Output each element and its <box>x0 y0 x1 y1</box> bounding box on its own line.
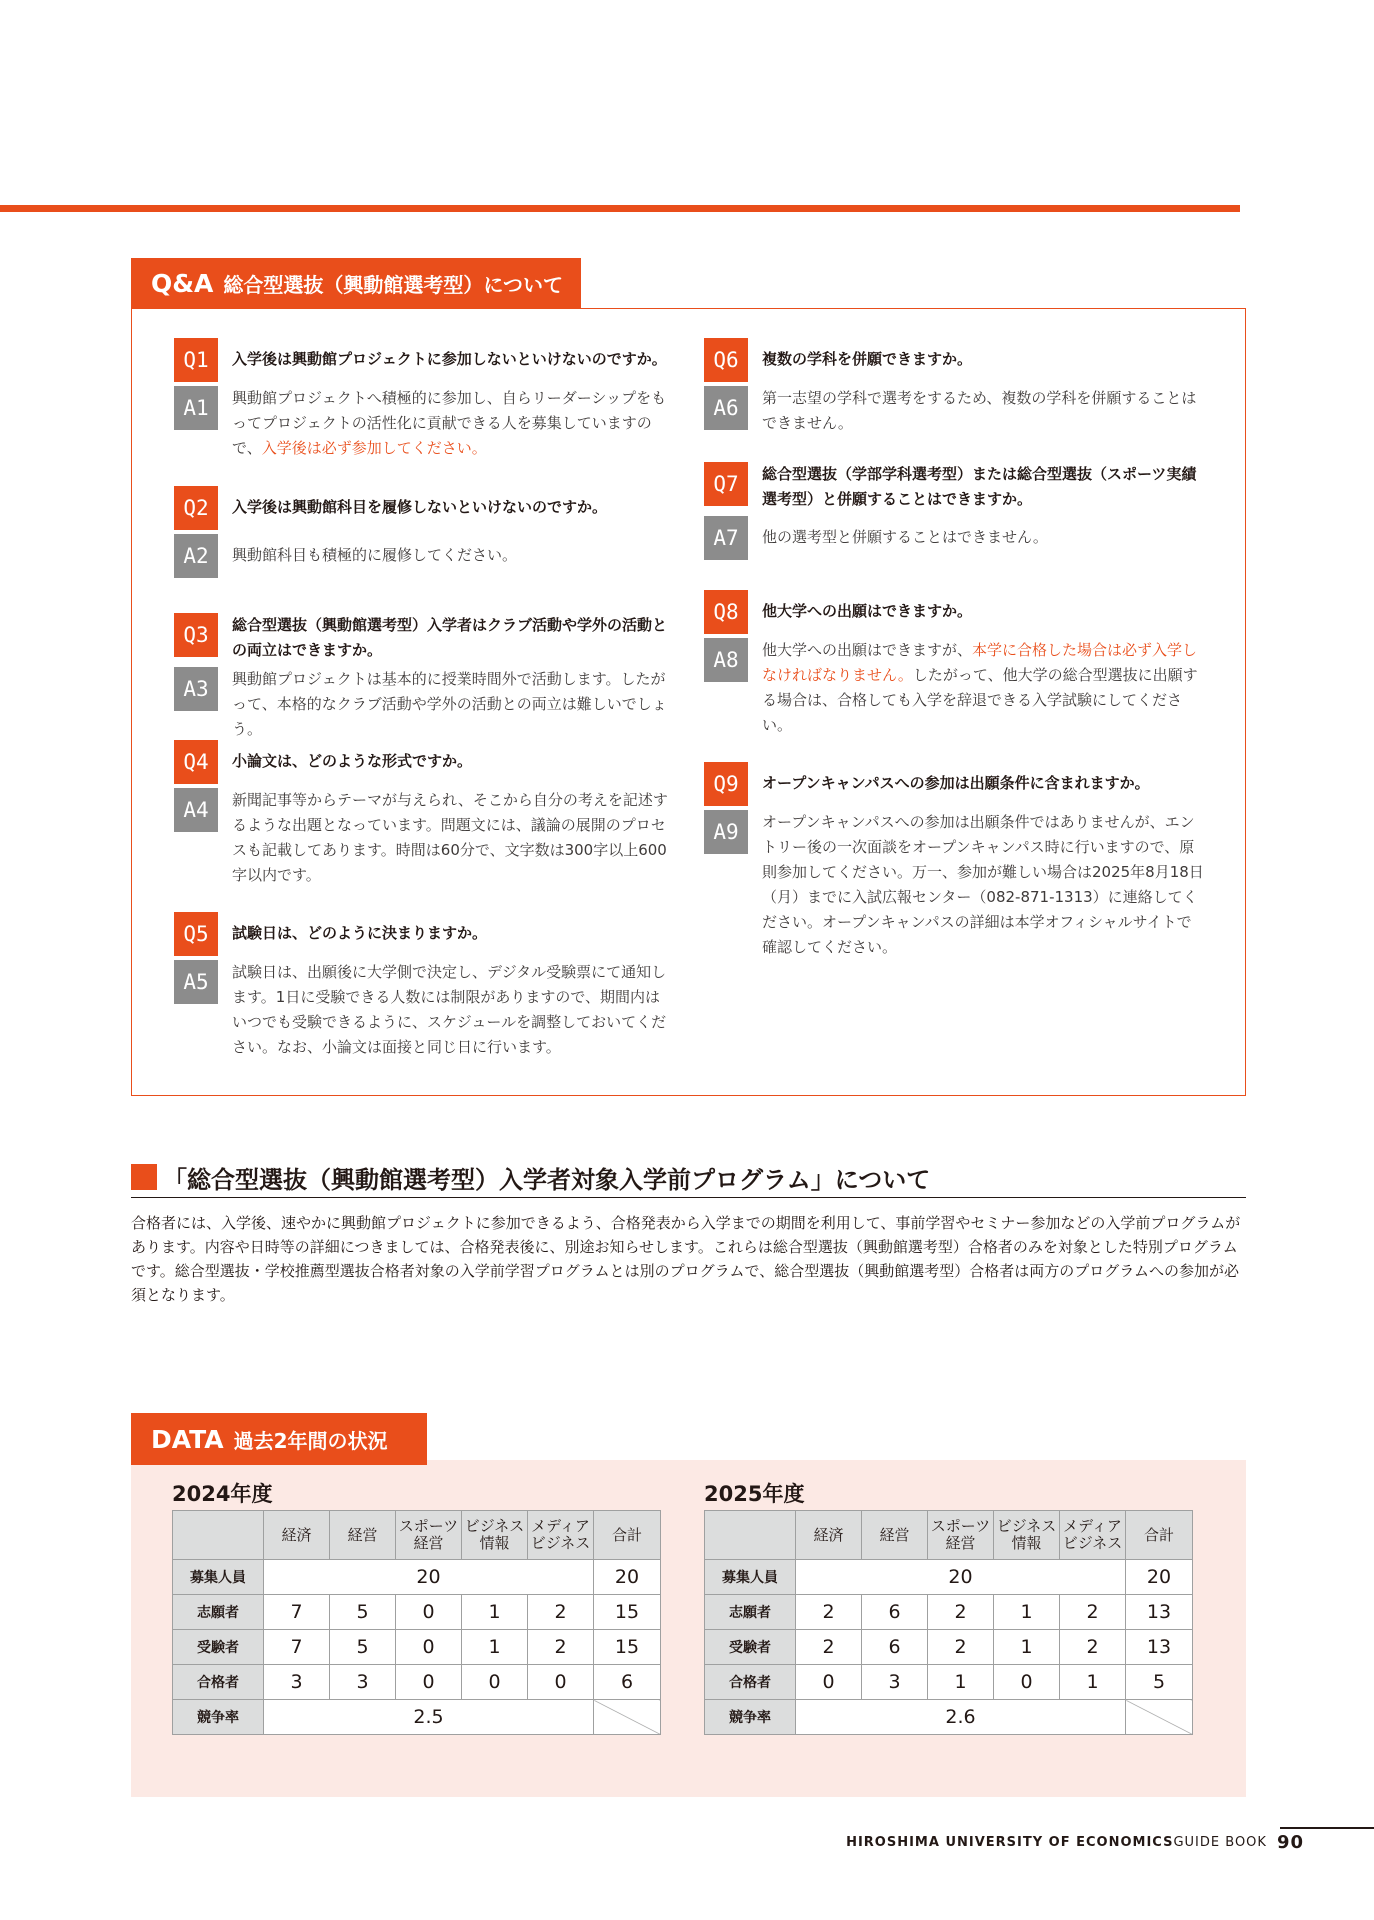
table-cell: 1 <box>994 1595 1060 1630</box>
recruit-total: 20 <box>594 1560 661 1595</box>
table-cell: 0 <box>994 1665 1060 1700</box>
table-cell: 15 <box>594 1595 661 1630</box>
question-text: 他大学への出願はできますか。 <box>762 602 973 620</box>
table-cell: 0 <box>396 1595 462 1630</box>
row-label: 募集人員 <box>173 1560 264 1595</box>
table-cell: 2 <box>796 1595 862 1630</box>
top-accent-bar <box>0 205 1240 212</box>
q-label: Q1 <box>174 338 218 382</box>
qa-section-tab <box>131 258 581 308</box>
table-cell: 1 <box>928 1665 994 1700</box>
a-label: A4 <box>174 788 218 832</box>
recruit-value: 20 <box>796 1560 1126 1595</box>
recruit-total: 20 <box>1126 1560 1193 1595</box>
answer-text: 興動館プロジェクトは基本的に授業時間外で活動します。したがって、本格的なクラブ活動や学外の活動との両立は難しいでしょう。 <box>232 670 667 738</box>
column-header: スポーツ 経営 <box>928 1511 994 1560</box>
question-text: 入学後は興動館科目を履修しないといけないのですか。 <box>232 498 608 516</box>
q-label: Q9 <box>704 762 748 806</box>
qa-item-8 <box>704 590 1204 738</box>
a-label: A7 <box>704 516 748 560</box>
qa-item-7 <box>704 462 1204 560</box>
qa-item-5 <box>174 912 674 1060</box>
a-label: A6 <box>704 386 748 430</box>
answer-emphasis: 本学に合格した場合は必ず入学しなければなりません。 <box>762 641 1198 684</box>
table-cell: 1 <box>462 1630 528 1665</box>
recruit-value: 20 <box>264 1560 594 1595</box>
column-header: 経済 <box>264 1511 330 1560</box>
footer-guide: GUIDE BOOK <box>1173 1835 1267 1850</box>
q-label: Q8 <box>704 590 748 634</box>
a-label: A2 <box>174 534 218 578</box>
q-label: Q6 <box>704 338 748 382</box>
table-cell: 3 <box>264 1665 330 1700</box>
table-cell: 7 <box>264 1595 330 1630</box>
question-text: 総合型選抜（学部学科選考型）または総合型選抜（スポーツ実績選考型）と併願することはできますか。 <box>762 465 1197 508</box>
qa-item-2 <box>174 486 674 578</box>
table-cell: 5 <box>330 1630 396 1665</box>
table-cell: 6 <box>862 1595 928 1630</box>
qa-tab-subtitle: 総合型選抜（興動館選考型）について <box>223 272 564 297</box>
table-cell: 6 <box>862 1630 928 1665</box>
question-text: 総合型選抜（興動館選考型）入学者はクラブ活動や学外の活動との両立はできますか。 <box>232 616 668 659</box>
column-header: メディア ビジネス <box>528 1511 594 1560</box>
column-header: ビジネス 情報 <box>462 1511 528 1560</box>
table-cell: 2 <box>1060 1595 1126 1630</box>
answer-text: 試験日は、出願後に大学側で決定し、デジタル受験票にて通知します。1日に受験できる人数には制限がありますので、期間内はいつでも受験できるように、スケジュールを調整しておいてください。なお、小論文は面接と同じ日に行います。 <box>232 963 667 1056</box>
a-label: A8 <box>704 638 748 682</box>
table-cell: 5 <box>1126 1665 1193 1700</box>
qa-item-6 <box>704 338 1204 436</box>
row-label: 志願者 <box>705 1595 796 1630</box>
table-cell: 0 <box>796 1665 862 1700</box>
q-label: Q5 <box>174 912 218 956</box>
row-label: 志願者 <box>173 1595 264 1630</box>
question-text: 試験日は、どのように決まりますか。 <box>232 924 488 942</box>
page-number: 90 <box>1276 1832 1304 1853</box>
table-cell: 2 <box>528 1595 594 1630</box>
table-cell: 13 <box>1126 1595 1193 1630</box>
heading-square-icon <box>131 1164 157 1190</box>
column-header: 経営 <box>862 1511 928 1560</box>
stats-table-2024 <box>172 1510 661 1735</box>
table-cell: 7 <box>264 1630 330 1665</box>
column-header: 合計 <box>594 1511 661 1560</box>
q-label: Q3 <box>174 613 218 657</box>
table-cell: 1 <box>994 1630 1060 1665</box>
row-label: 競争率 <box>173 1700 264 1735</box>
table-cell: 13 <box>1126 1630 1193 1665</box>
answer-text: 興動館科目も積極的に履修してください。 <box>232 546 518 564</box>
footer <box>846 1832 1304 1853</box>
q-label: Q7 <box>704 462 748 506</box>
data-tab-subtitle: 過去2年間の状況 <box>233 1428 388 1453</box>
qa-item-4 <box>174 740 674 888</box>
table-cell: 15 <box>594 1630 661 1665</box>
footer-rule <box>1280 1827 1374 1829</box>
column-header: スポーツ 経営 <box>396 1511 462 1560</box>
column-header: メディア ビジネス <box>1060 1511 1126 1560</box>
row-label: 受験者 <box>173 1630 264 1665</box>
row-label: 合格者 <box>705 1665 796 1700</box>
a-label: A5 <box>174 960 218 1004</box>
answer-text: 新聞記事等からテーマが与えられ、そこから自分の考えを記述するような出題となっています。問題文には、議論の展開のプロセスも記載してあります。時間は60分で、文字数は300字以上600字以内です。 <box>232 791 668 884</box>
a-label: A9 <box>704 810 748 854</box>
answer-emphasis: 入学後は必ず参加してください。 <box>261 439 487 457</box>
column-header: 経営 <box>330 1511 396 1560</box>
column-header: 合計 <box>1126 1511 1193 1560</box>
header-corner-cell <box>705 1511 796 1560</box>
question-text: 小論文は、どのような形式ですか。 <box>232 752 473 770</box>
program-title: 「総合型選抜（興動館選考型）入学者対象入学前プログラム」について <box>163 1165 931 1194</box>
table-cell: 2 <box>1060 1630 1126 1665</box>
answer-text: 他大学への出願はできますが、本学に合格した場合は必ず入学しなければなりません。したがって、他大学の総合型選抜に出願する場合は、合格しても入学を辞退できる入学試験にしてください。 <box>762 641 1198 734</box>
question-text: 複数の学科を併願できますか。 <box>762 350 973 368</box>
ratio-value: 2.6 <box>796 1700 1126 1735</box>
year-label-2024: 2024年度 <box>172 1482 273 1506</box>
row-label: 受験者 <box>705 1630 796 1665</box>
data-section-tab <box>131 1413 427 1465</box>
q-label: Q2 <box>174 486 218 530</box>
question-text: 入学後は興動館プロジェクトに参加しないといけないのですか。 <box>232 350 667 368</box>
program-heading <box>131 1157 1246 1198</box>
qa-tab-title: Q&A <box>151 268 214 298</box>
diagonal-empty-cell <box>1126 1700 1193 1735</box>
table-cell: 0 <box>528 1665 594 1700</box>
diagonal-empty-cell <box>594 1700 661 1735</box>
table-cell: 0 <box>462 1665 528 1700</box>
answer-text: オープンキャンパスへの参加は出願条件ではありませんが、エントリー後の一次面談をオープンキャンパス時に行いますので、原則参加してください。万一、参加が難しい場合は2025年8月18日（月）までに入試広報センター（082-871-1313）に連絡してください。オープンキャンパスの詳細は本学オフィシャルサイトで確認してください。 <box>762 813 1204 956</box>
table-cell: 1 <box>462 1595 528 1630</box>
table-cell: 5 <box>330 1595 396 1630</box>
a-label: A3 <box>174 667 218 711</box>
column-header: 経済 <box>796 1511 862 1560</box>
table-cell: 0 <box>396 1665 462 1700</box>
table-cell: 3 <box>330 1665 396 1700</box>
qa-item-3 <box>174 613 674 742</box>
answer-text: 他の選考型と併願することはできません。 <box>762 528 1048 546</box>
stats-table-2025 <box>704 1510 1193 1735</box>
program-body: 合格者には、入学後、速やかに興動館プロジェクトに参加できるよう、合格発表から入学までの期間を利用して、事前学習やセミナー参加などの入学前プログラムがあります。内容や日時等の詳細につきましては、合格発表後に、別途お知らせします。これらは総合型選抜（興動館選考型）合格者のみを対象とした特別プログラムです。総合型選抜・学校推薦型選抜合格者対象の入学前学習プログラムとは別のプログラムで、総合型選抜（興動館選考型）合格者は両方のプログラムへの参加が必須となります。 <box>131 1214 1241 1304</box>
table-cell: 6 <box>594 1665 661 1700</box>
qa-item-1 <box>174 338 674 461</box>
table-cell: 2 <box>796 1630 862 1665</box>
column-header: ビジネス 情報 <box>994 1511 1060 1560</box>
footer-university: HIROSHIMA UNIVERSITY OF ECONOMICS <box>846 1835 1174 1850</box>
q-label: Q4 <box>174 740 218 784</box>
table-cell: 2 <box>928 1595 994 1630</box>
question-text: オープンキャンパスへの参加は出願条件に含まれますか。 <box>762 774 1150 792</box>
ratio-value: 2.5 <box>264 1700 594 1735</box>
table-cell: 1 <box>1060 1665 1126 1700</box>
a-label: A1 <box>174 386 218 430</box>
row-label: 競争率 <box>705 1700 796 1735</box>
row-label: 募集人員 <box>705 1560 796 1595</box>
year-label-2025: 2025年度 <box>704 1482 805 1506</box>
answer-text: 第一志望の学科で選考をするため、複数の学科を併願することはできません。 <box>762 389 1197 432</box>
data-tab-title: DATA <box>151 1424 224 1454</box>
table-cell: 3 <box>862 1665 928 1700</box>
table-cell: 2 <box>928 1630 994 1665</box>
row-label: 合格者 <box>173 1665 264 1700</box>
answer-text: 興動館プロジェクトへ積極的に参加し、自らリーダーシップをもってプロジェクトの活性化に貢献できる人を募集していますので、入学後は必ず参加してください。 <box>232 389 667 457</box>
table-cell: 2 <box>528 1630 594 1665</box>
header-corner-cell <box>173 1511 264 1560</box>
qa-item-9 <box>704 762 1204 960</box>
table-cell: 0 <box>396 1630 462 1665</box>
